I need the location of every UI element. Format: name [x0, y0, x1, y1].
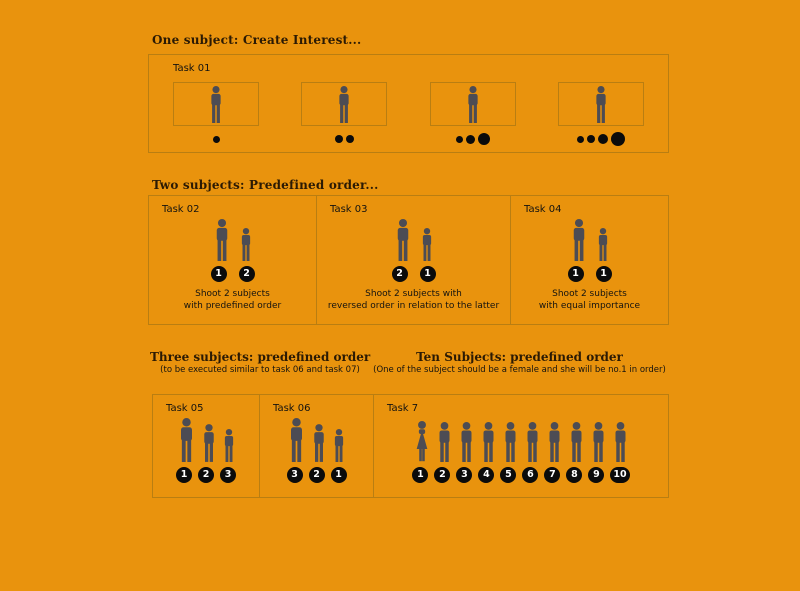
male-person-icon — [287, 418, 306, 462]
task-caption — [184, 288, 281, 312]
shot-count-dots — [335, 129, 354, 149]
order-badges-row — [568, 266, 612, 282]
task-caption-line: reversed order in relation to the latter — [327, 301, 500, 311]
subjects-row — [413, 418, 629, 462]
section1-box — [148, 54, 669, 153]
shot-dot — [611, 132, 625, 146]
subjects-row — [287, 418, 346, 462]
male-person-icon — [222, 429, 236, 462]
order-badges-row — [287, 467, 347, 483]
order-badges-row — [211, 266, 255, 282]
task-caption-line: Shoot 2 subjects — [552, 289, 627, 299]
task-caption — [328, 288, 499, 312]
subjects-row — [394, 217, 434, 261]
subjects-row — [177, 418, 236, 462]
three-subjects-title: Three subjects: predefined order — [150, 350, 371, 364]
order-number-badge: 1 — [596, 266, 612, 282]
male-person-icon — [458, 422, 475, 462]
order-number-badge: 3 — [287, 467, 303, 483]
three-subjects-subtitle: (to be executed similar to task 06 and task 07) — [160, 365, 360, 375]
order-number-badge: 4 — [478, 467, 494, 483]
order-number-badge: 3 — [456, 467, 472, 483]
order-number-badge: 6 — [522, 467, 538, 483]
subjects-row — [570, 217, 610, 261]
shot-dot — [346, 135, 354, 143]
ten-subjects-title: Ten Subjects: predefined order — [416, 350, 623, 364]
order-number-badge: 3 — [220, 467, 236, 483]
task-caption-line: with predefined order — [183, 301, 282, 311]
male-person-icon — [480, 422, 497, 462]
task-label: Task 03 — [330, 204, 368, 215]
shot-dot — [335, 135, 343, 143]
order-number-badge: 2 — [434, 467, 450, 483]
order-badges-row — [392, 266, 436, 282]
order-number-badge: 7 — [544, 467, 560, 483]
task-label: Task 06 — [273, 403, 311, 414]
shot-count-dots — [213, 129, 220, 149]
task-label: Task 04 — [524, 204, 562, 215]
male-person-icon — [546, 422, 563, 462]
male-person-icon — [177, 418, 196, 462]
task-caption-line: with equal importance — [538, 301, 641, 311]
order-badges-row — [176, 467, 236, 483]
ten-subjects-subtitle: (One of the subject should be a female and she will be no.1 in order) — [373, 365, 666, 375]
subject-frame-group — [558, 82, 644, 149]
task-caption-line: Shoot 2 subjects with — [365, 289, 462, 299]
section1-frames — [149, 82, 668, 149]
task-cell — [510, 196, 668, 324]
three-subjects-heading — [150, 350, 370, 375]
shot-dot — [213, 136, 220, 143]
task-cell — [316, 196, 510, 324]
order-number-badge: 1 — [331, 467, 347, 483]
subject-frame-group — [430, 82, 516, 149]
shot-dot — [598, 134, 608, 144]
order-number-badge: 10 — [610, 467, 629, 483]
task-01-label: Task 01 — [173, 63, 211, 74]
male-person-icon — [568, 422, 585, 462]
male-person-icon — [332, 429, 346, 462]
shot-dot — [456, 136, 463, 143]
order-number-badge: 8 — [566, 467, 582, 483]
task-label: Task 7 — [387, 403, 419, 414]
male-person-icon — [570, 219, 588, 261]
section3-box — [152, 394, 669, 498]
section2-title: Two subjects: Predefined order... — [152, 178, 379, 192]
male-person-icon — [465, 86, 481, 123]
task-label: Task 02 — [162, 204, 200, 215]
shot-dot — [577, 136, 584, 143]
order-number-badge: 2 — [392, 266, 408, 282]
order-number-badge: 2 — [309, 467, 325, 483]
male-person-icon — [201, 424, 217, 462]
male-person-icon — [311, 424, 327, 462]
shot-dot — [587, 135, 595, 143]
male-person-icon — [593, 86, 609, 123]
order-number-badge: 9 — [588, 467, 604, 483]
task-label: Task 05 — [166, 403, 204, 414]
photo-frame — [301, 82, 387, 126]
order-number-badge: 5 — [500, 467, 516, 483]
photo-frame — [173, 82, 259, 126]
order-number-badge: 2 — [198, 467, 214, 483]
order-number-badge: 1 — [176, 467, 192, 483]
order-badges-row — [412, 467, 629, 483]
order-number-badge: 1 — [420, 266, 436, 282]
section2-box — [148, 195, 669, 325]
male-person-icon — [436, 422, 453, 462]
task-cell — [153, 395, 259, 497]
male-person-icon — [239, 228, 253, 261]
order-number-badge: 1 — [211, 266, 227, 282]
ten-subjects-heading — [370, 350, 669, 375]
male-person-icon — [336, 86, 352, 123]
task-cell — [373, 395, 668, 497]
male-person-icon — [590, 422, 607, 462]
order-number-badge: 2 — [239, 266, 255, 282]
task-caption — [539, 288, 640, 312]
shot-dot — [478, 133, 490, 145]
shot-count-dots — [456, 129, 490, 149]
male-person-icon — [213, 219, 231, 261]
male-person-icon — [394, 219, 412, 261]
task-cell — [259, 395, 373, 497]
photo-frame — [558, 82, 644, 126]
order-number-badge: 1 — [412, 467, 428, 483]
male-person-icon — [420, 228, 434, 261]
subject-frame-group — [173, 82, 259, 149]
female-person-icon — [413, 421, 431, 462]
male-person-icon — [524, 422, 541, 462]
male-person-icon — [502, 422, 519, 462]
male-person-icon — [612, 422, 629, 462]
subjects-row — [213, 217, 253, 261]
shot-dot — [466, 135, 475, 144]
subject-frame-group — [301, 82, 387, 149]
shot-count-dots — [577, 129, 625, 149]
task-cell — [149, 196, 316, 324]
photo-frame — [430, 82, 516, 126]
male-person-icon — [596, 228, 610, 261]
section1-title: One subject: Create Interest... — [152, 33, 362, 47]
task-caption-line: Shoot 2 subjects — [195, 289, 270, 299]
order-number-badge: 1 — [568, 266, 584, 282]
male-person-icon — [208, 86, 224, 123]
